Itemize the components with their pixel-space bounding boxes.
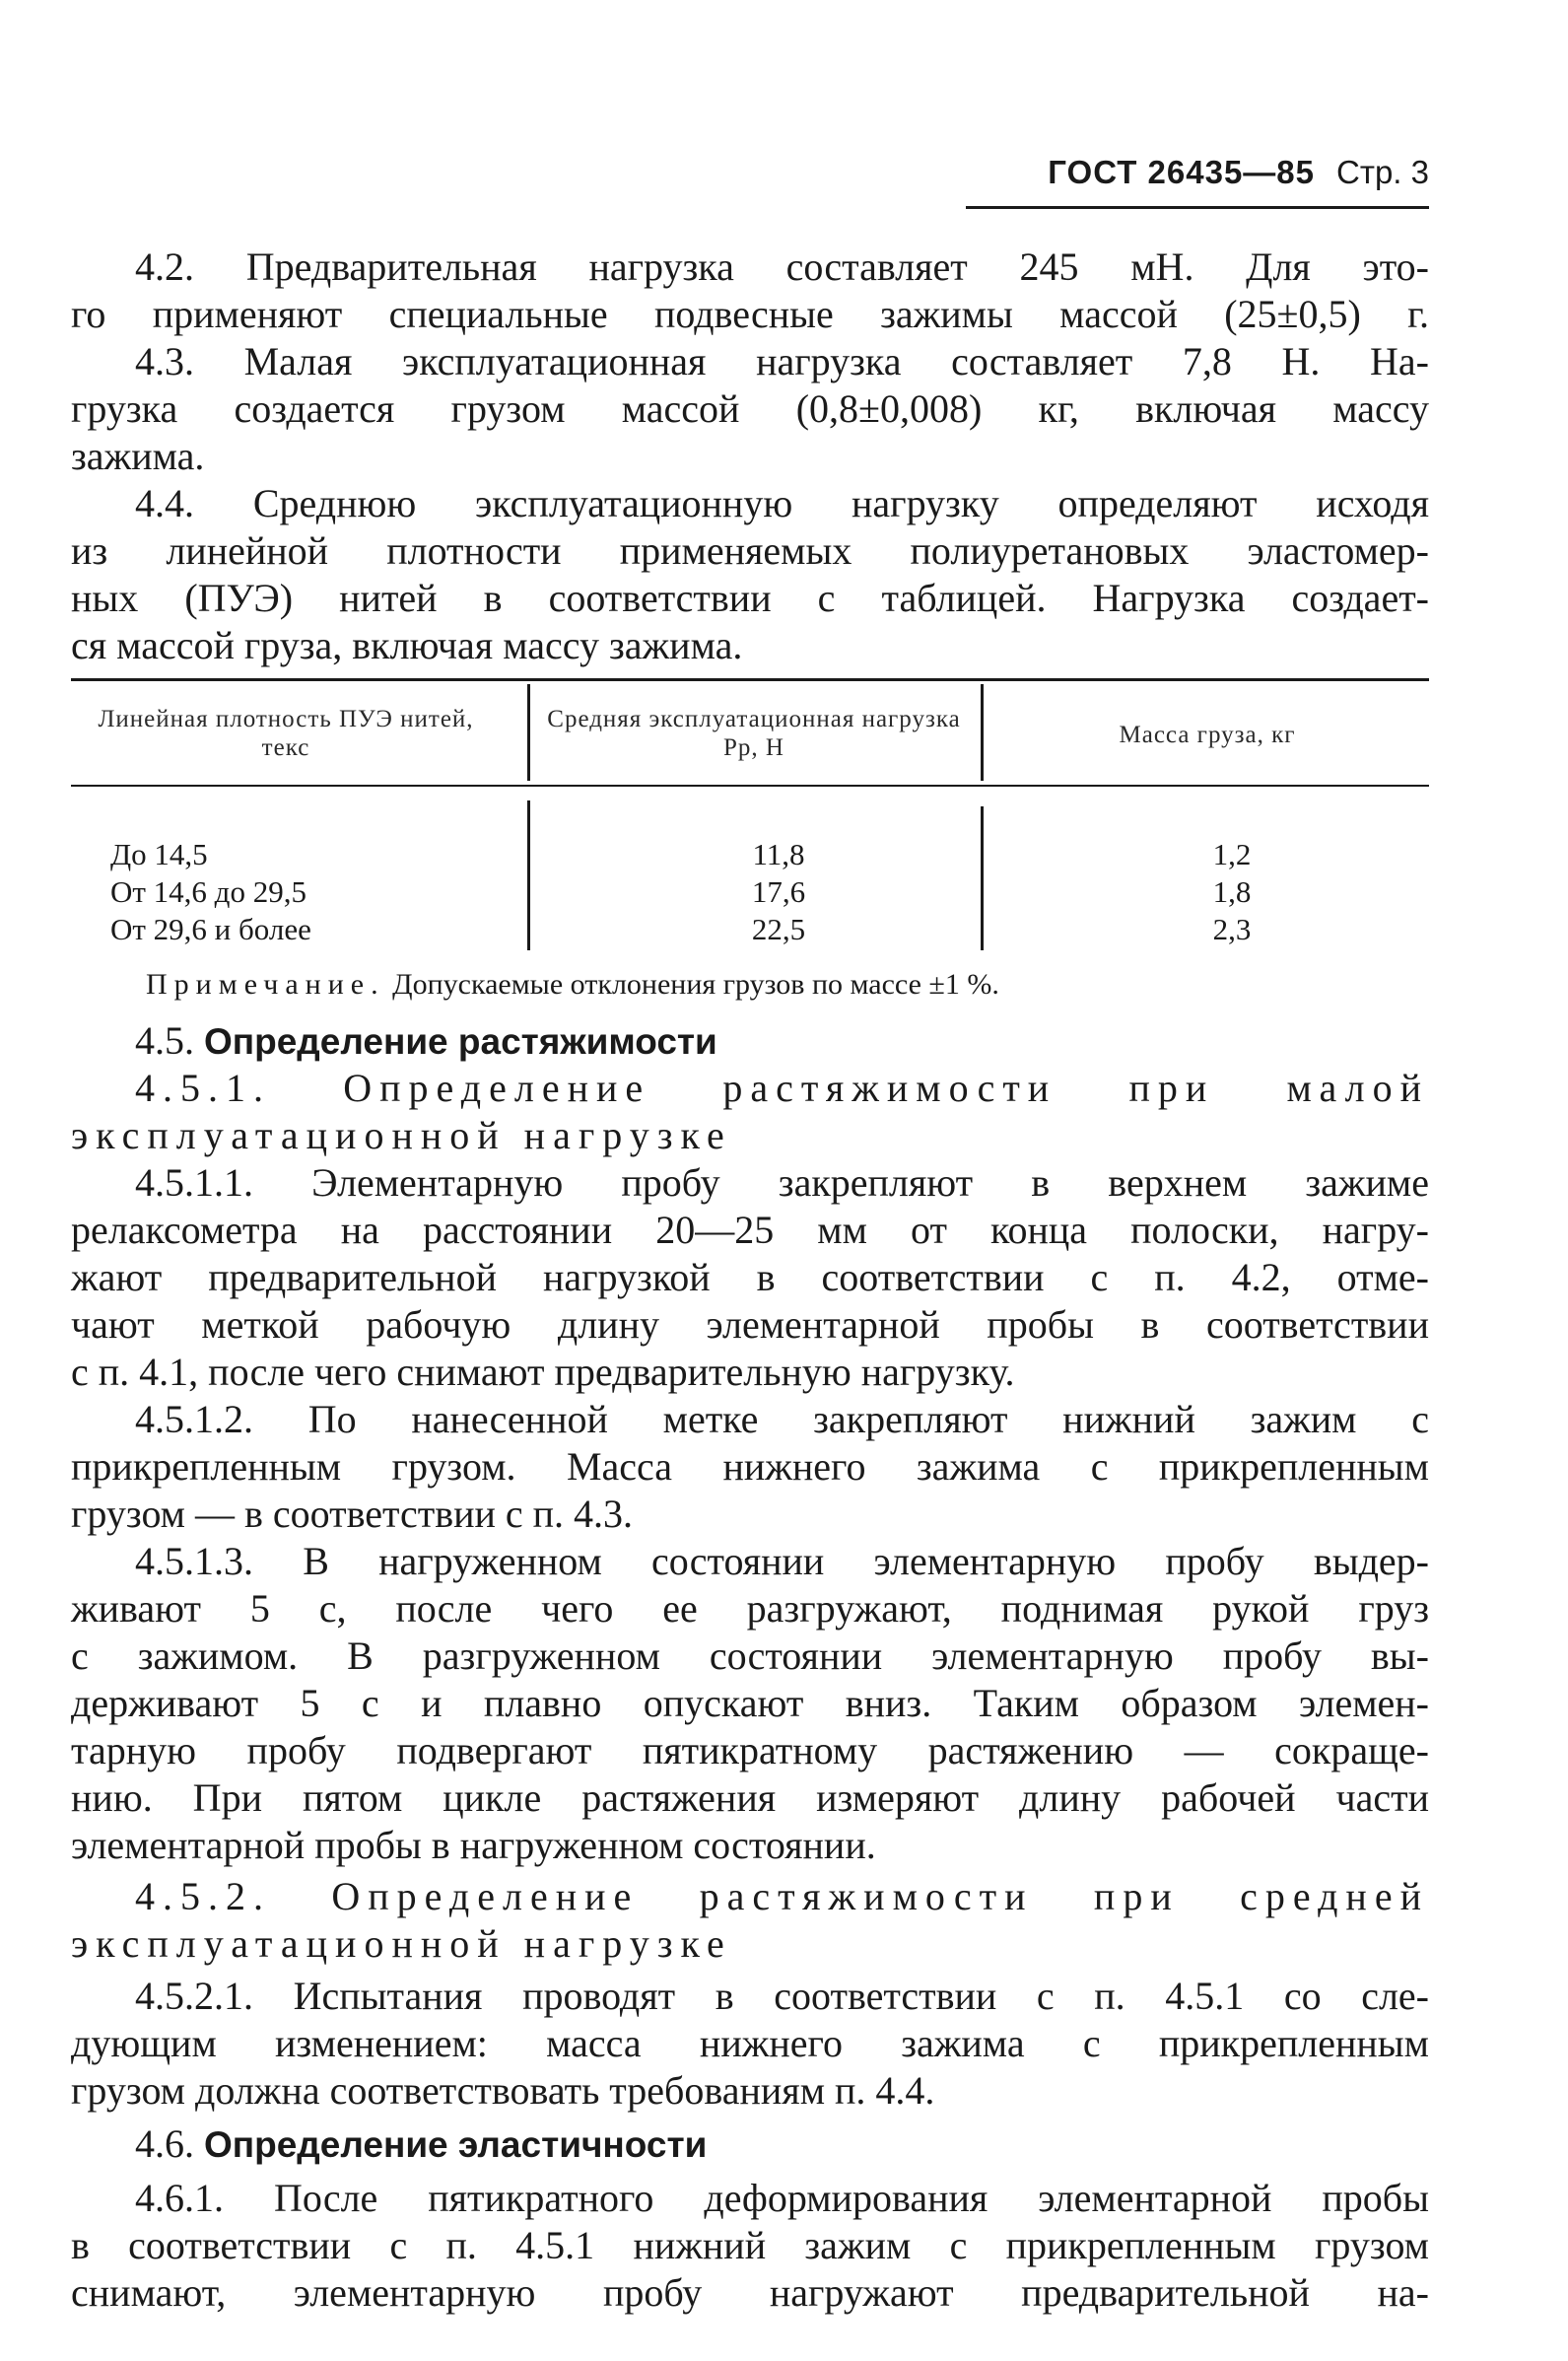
text-line: 4.3. Малая эксплуатационная нагрузка составляет 7,8 Н. На- [135, 339, 1429, 383]
text-line: грузом должна соответствовать требованиям п. 4.4. [71, 2068, 935, 2113]
text-line: чают меткой рабочую длину элементарной пробы в соответствии [71, 1302, 1429, 1347]
table-header-divider [981, 684, 984, 781]
section-number: 4.5. [135, 1018, 194, 1063]
text-line: жают предварительной нагрузкой в соответствии с п. 4.2, отме- [71, 1255, 1429, 1299]
text-line: 4.5.1.3. В нагруженном состоянии элементарную пробу выдер- [135, 1539, 1429, 1583]
table-top-rule [71, 678, 1429, 681]
text-line: прикрепленным грузом. Масса нижнего зажима с прикрепленным [71, 1444, 1429, 1489]
note-text: Допускаемые отклонения грузов по массе ±1 %. [392, 968, 999, 1001]
text-line: релаксометра на расстоянии 20—25 мм от конца полоски, нагру- [71, 1208, 1429, 1252]
page-number: Стр. 3 [1336, 154, 1429, 190]
note-label: Примечание. [146, 968, 385, 1001]
text-line: 4.4. Среднюю эксплуатационную нагрузку определяют исходя [135, 481, 1429, 525]
text-line: 4.5.1.2. По нанесенной метке закрепляют нижний зажим с [135, 1397, 1429, 1441]
standard-number: ГОСТ 26435—85 [1048, 154, 1315, 190]
subsection-heading: 4.5.2. Определение растяжимости при средней [135, 1874, 1429, 1918]
section-heading [135, 1018, 1429, 1063]
text-line: с п. 4.1, после чего снимают предварительную нагрузку. [71, 1350, 1015, 1394]
text-line: зажима. [71, 434, 205, 478]
section-title: Определение эластичности [204, 2124, 708, 2165]
text-line: го применяют специальные подвесные зажимы массой (25±0,5) г. [71, 292, 1429, 336]
text-line: с зажимом. В разгруженном состоянии элементарную пробу вы- [71, 1633, 1429, 1678]
section-title: Определение растяжимости [204, 1021, 717, 1062]
table-header-density: Линейная плотность ПУЭ нитей, текс [98, 706, 474, 761]
table-header-rule [71, 785, 1429, 787]
section-number: 4.6. [135, 2121, 194, 2166]
text-line: 4.5.2.1. Испытания проводят в соответствии с п. 4.5.1 со сле- [135, 1974, 1429, 2018]
section-heading [135, 2121, 1429, 2166]
table-cell: 1,2 [1212, 837, 1252, 871]
table-cell: 22,5 [751, 912, 806, 946]
text-line: элементарной пробы в нагруженном состоянии. [71, 1823, 876, 1867]
table-header-mass: Масса груза, кг [1119, 722, 1296, 748]
table-body-divider [527, 800, 530, 950]
text-line: дующим изменением: масса нижнего зажима с прикрепленным [71, 2021, 1429, 2065]
text-line: 4.6.1. После пятикратного деформирования элементарной пробы [135, 2176, 1429, 2220]
text-line: в соответствии с п. 4.5.1 нижний зажим с прикрепленным грузом [71, 2223, 1429, 2267]
subsection-heading: эксплуатационной нагрузке [71, 1921, 732, 1966]
text-line: грузка создается грузом массой (0,8±0,008) кг, включая массу [71, 386, 1429, 431]
text-line: тарную пробу подвергают пятикратному растяжению — сокраще- [71, 1728, 1429, 1772]
table-header-load: Средняя эксплуатационная нагрузка Pр, Н [547, 706, 961, 761]
text-line: 4.2. Предварительная нагрузка составляет 245 мН. Для это- [135, 244, 1429, 289]
table-column-mass [1143, 836, 1321, 948]
table-note [146, 968, 999, 1002]
text-line: из линейной плотности применяемых полиуретановых эластомер- [71, 528, 1429, 573]
table-cell: От 14,6 до 29,5 [110, 874, 307, 909]
text-line: нию. При пятом цикле растяжения измеряют длину рабочей части [71, 1775, 1429, 1820]
table-column-density [110, 836, 514, 948]
table-cell: До 14,5 [110, 837, 208, 871]
text-line: живают 5 с, после чего ее разгружают, поднимая рукой груз [71, 1586, 1429, 1631]
table-cell: 1,8 [1212, 874, 1252, 909]
table-cell: 11,8 [752, 837, 805, 871]
table-header-divider [527, 684, 530, 781]
text-line: держивают 5 с и плавно опускают вниз. Таким образом элемен- [71, 1681, 1429, 1725]
page-header [966, 156, 1429, 209]
text-line: грузом — в соответствии с п. 4.3. [71, 1492, 634, 1536]
text-line: 4.5.1.1. Элементарную пробу закрепляют в верхнем зажиме [135, 1160, 1429, 1205]
table-body-divider [981, 806, 984, 950]
subsection-heading: эксплуатационной нагрузке [71, 1113, 732, 1157]
text-line: ся массой груза, включая массу зажима. [71, 623, 743, 667]
text-line: ных (ПУЭ) нитей в соответствии с таблицей. Нагрузка создает- [71, 576, 1429, 620]
table-cell: 17,6 [751, 874, 806, 909]
table-cell: 2,3 [1212, 912, 1252, 946]
table-column-load [690, 836, 867, 948]
text-line: снимают, элементарную пробу нагружают предварительной на- [71, 2270, 1429, 2315]
table-cell: От 29,6 и более [110, 912, 311, 946]
subsection-heading: 4.5.1. Определение растяжимости при малой [135, 1066, 1429, 1110]
